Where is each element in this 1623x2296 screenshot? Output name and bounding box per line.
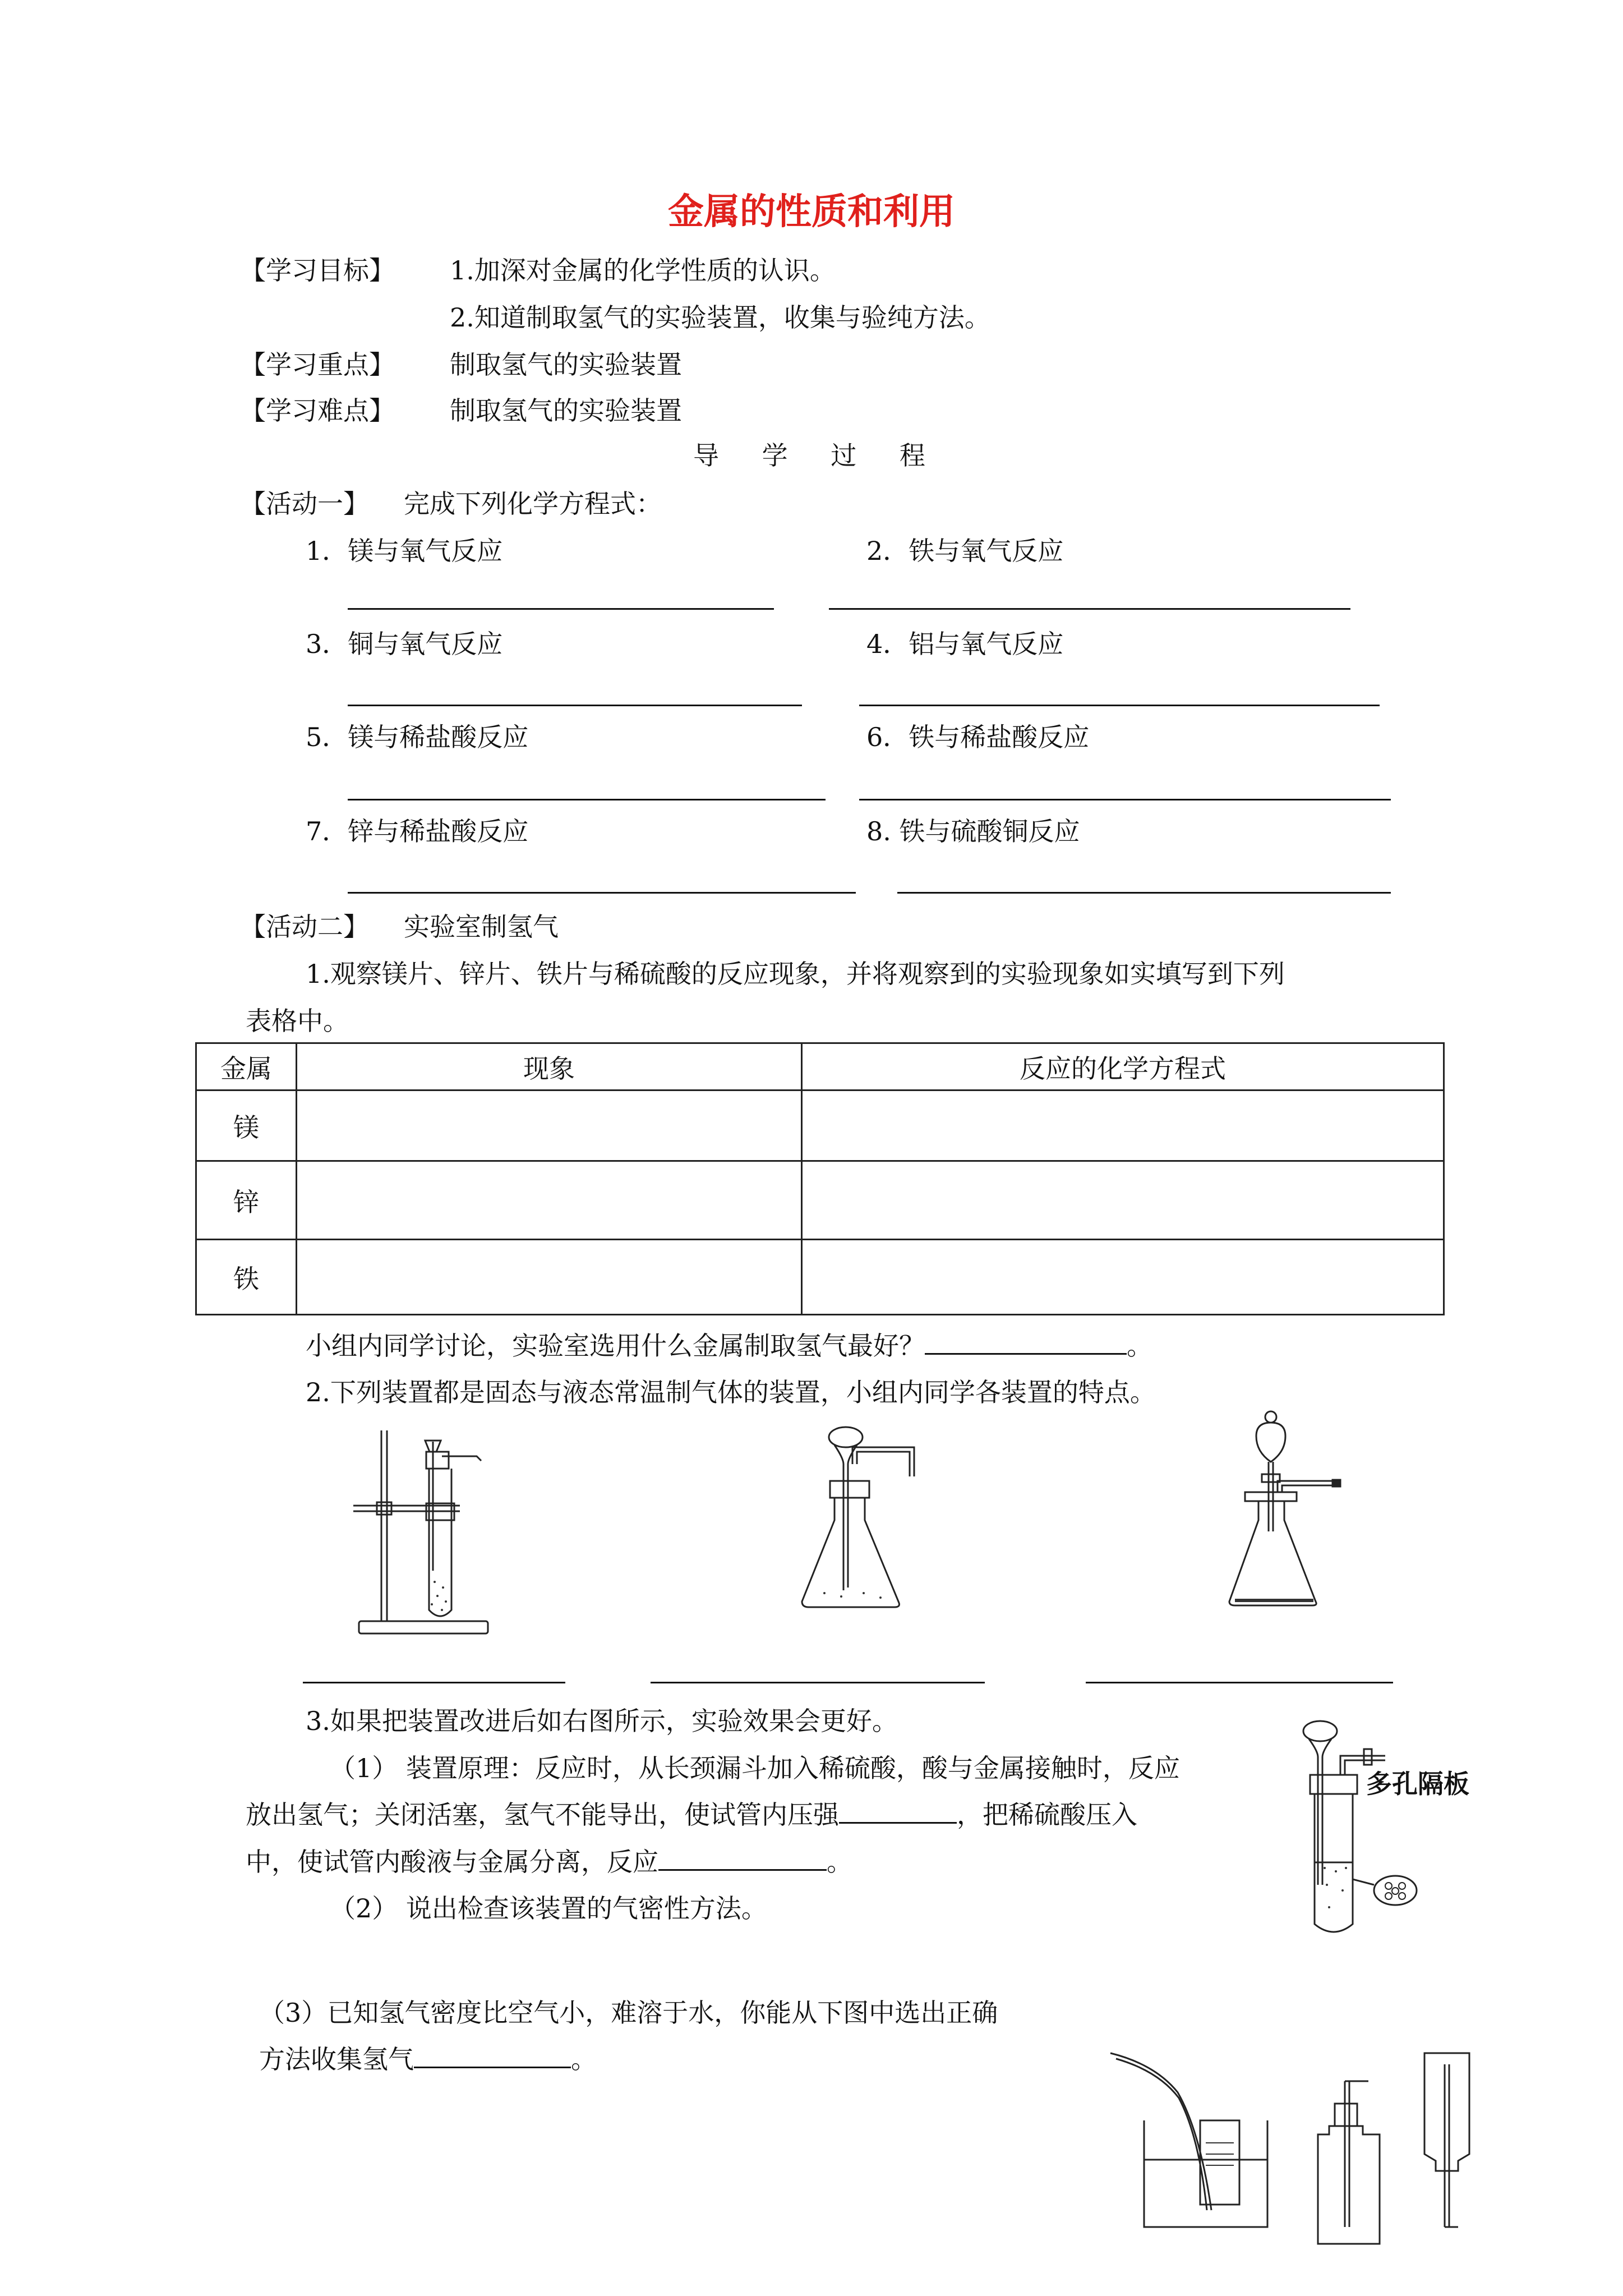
page-title: 金属的性质和利用 — [668, 191, 955, 233]
collect-text: 方法收集氢气 — [259, 2044, 414, 2074]
discussion-blank[interactable] — [925, 1328, 1127, 1355]
apparatus-improved-test-tube — [1295, 1717, 1464, 1941]
answer-line-4[interactable] — [859, 705, 1380, 706]
question2: 2.下列装置都是固态与液态常温制气体的装置，小组内同学各装置的特点。 — [306, 1377, 1156, 1407]
porous-plate-label: 多孔隔板 — [1366, 1769, 1469, 1799]
key-point-label: 【学习重点】 — [240, 349, 395, 380]
equation-item-1: 1．镁与氧气反应 — [306, 536, 503, 566]
table-cell-equation[interactable] — [802, 1161, 1444, 1240]
apparatus2-answer-line[interactable] — [651, 1682, 985, 1683]
equation-item-5: 5．镁与稀盐酸反应 — [306, 722, 529, 752]
difficulty-text: 制取氢气的实验装置 — [450, 395, 682, 426]
equation-item-6: 6．铁与稀盐酸反应 — [866, 722, 1090, 752]
answer-line-2[interactable] — [829, 608, 1350, 610]
discussion-end: 。 — [1127, 1331, 1152, 1361]
collect-end: 。 — [571, 2044, 597, 2074]
process-heading: 导 学 过 程 — [693, 440, 925, 471]
observation-table — [195, 1042, 1445, 1315]
equation-item-2: 2．铁与氧气反应 — [866, 536, 1064, 566]
question3-2: （2） 说出检查该装置的气密性方法。 — [330, 1893, 767, 1924]
principle-text-d: 。 — [827, 1847, 852, 1877]
pressure-blank[interactable] — [839, 1797, 957, 1824]
equation-item-4: 4．铝与氧气反应 — [866, 629, 1064, 659]
question3: 3.如果把装置改进后如右图所示，实验效果会更好。 — [306, 1706, 898, 1736]
apparatus-separatory-funnel-flask — [1223, 1408, 1368, 1621]
table-row — [196, 1161, 1444, 1240]
equation-item-8: 8. 铁与硫酸铜反应 — [866, 816, 1080, 846]
answer-line-7[interactable] — [348, 892, 856, 894]
goal-item-1: 1.加深对金属的化学性质的认识。 — [450, 255, 836, 286]
question1-line2: 表格中。 — [246, 1006, 349, 1036]
activity1-instruction: 完成下列化学方程式： — [404, 489, 662, 519]
equation-item-3: 3．铜与氧气反应 — [306, 629, 503, 659]
activity2-label: 【活动二】 — [240, 912, 369, 942]
question3-1-line3 — [246, 1844, 852, 1879]
goals-label: 【学习目标】 — [240, 255, 395, 286]
table-cell-metal: 镁 — [196, 1091, 297, 1161]
equation-item-7: 7．锌与稀盐酸反应 — [306, 816, 529, 846]
table-cell-metal: 锌 — [196, 1161, 297, 1240]
question3-1-line1: （1） 装置原理：反应时，从长颈漏斗加入稀硫酸，酸与金属接触时，反应 — [330, 1753, 1180, 1783]
table-row — [196, 1091, 1444, 1161]
table-cell-metal: 铁 — [196, 1240, 297, 1315]
table-header-metal: 金属 — [196, 1043, 297, 1091]
table-row — [196, 1240, 1444, 1315]
question3-1-line2 — [246, 1797, 1137, 1832]
answer-line-6[interactable] — [859, 799, 1391, 800]
table-cell-phenomenon[interactable] — [297, 1161, 802, 1240]
table-header-phenomenon: 现象 — [297, 1043, 802, 1091]
table-header-equation: 反应的化学方程式 — [802, 1043, 1444, 1091]
table-cell-phenomenon[interactable] — [297, 1091, 802, 1161]
apparatus-test-tube-stand — [348, 1425, 494, 1638]
apparatus3-answer-line[interactable] — [1086, 1682, 1393, 1683]
answer-line-8[interactable] — [897, 892, 1391, 894]
reaction-blank[interactable] — [658, 1844, 827, 1871]
difficulty-label: 【学习难点】 — [240, 395, 395, 426]
question3-3-line1: （3）已知氢气密度比空气小，难溶于水，你能从下图中选出正确 — [259, 1998, 998, 2028]
activity2-title: 实验室制氢气 — [404, 912, 559, 942]
question3-3-line2 — [259, 2042, 597, 2076]
table-cell-equation[interactable] — [802, 1091, 1444, 1161]
question1-line1: 1.观察镁片、锌片、铁片与稀硫酸的反应现象，并将观察到的实验现象如实填写到下列 — [306, 959, 1285, 989]
answer-line-5[interactable] — [348, 799, 826, 800]
activity1-label: 【活动一】 — [240, 489, 369, 519]
key-point-text: 制取氢气的实验装置 — [450, 349, 682, 380]
discussion-question — [306, 1328, 1152, 1363]
discussion-text: 小组内同学讨论，实验室选用什么金属制取氢气最好？ — [306, 1331, 925, 1361]
table-cell-phenomenon[interactable] — [297, 1240, 802, 1315]
apparatus-flask-funnel — [796, 1425, 931, 1616]
collection-blank[interactable] — [414, 2042, 571, 2068]
table-cell-equation[interactable] — [802, 1240, 1444, 1315]
principle-text-a: 放出氢气；关闭活塞，氢气不能导出，使试管内压强 — [246, 1800, 839, 1830]
answer-line-1[interactable] — [348, 608, 774, 610]
principle-text-b: ，把稀硫酸压入 — [957, 1800, 1137, 1830]
collection-methods-figure — [1110, 2042, 1481, 2255]
apparatus1-answer-line[interactable] — [303, 1682, 565, 1683]
principle-text-c: 中，使试管内酸液与金属分离，反应 — [246, 1847, 658, 1877]
goal-item-2: 2.知道制取氢气的实验装置，收集与验纯方法。 — [450, 302, 990, 333]
answer-line-3[interactable] — [348, 705, 802, 706]
